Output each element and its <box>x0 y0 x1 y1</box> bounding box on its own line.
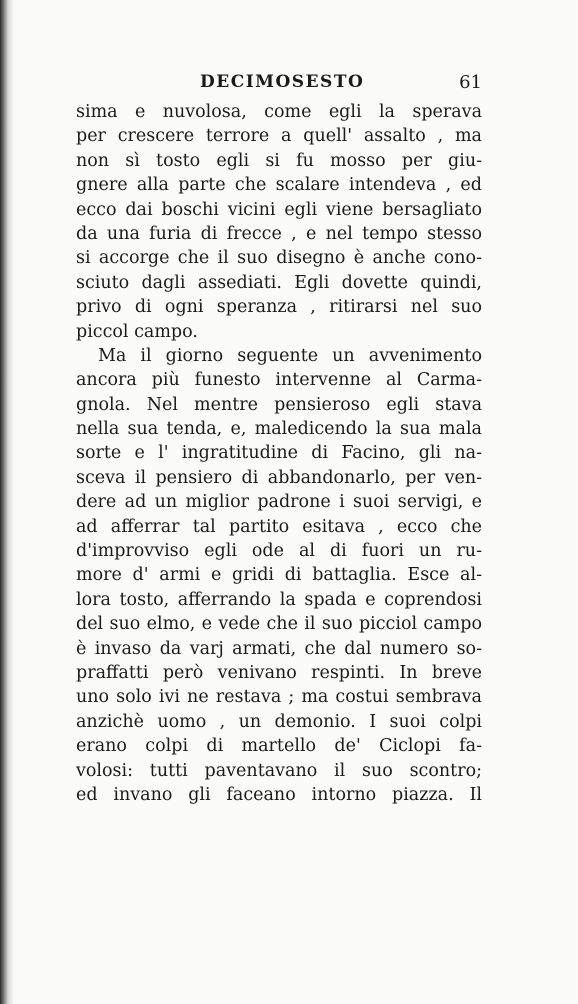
text-line: erano colpi di martello de' Ciclopi fa- <box>76 736 482 757</box>
text-line: gnola. Nel mentre pensieroso egli stava <box>76 394 482 415</box>
text-line: per crescere terrore a quell' assalto , ma <box>76 126 482 147</box>
text-line: lora tosto, afferrando la spada e coprendosi <box>76 589 482 610</box>
text-line: privo di ogni speranza , ritirarsi nel suo <box>76 297 482 318</box>
text-line: ancora più funesto intervenne al Carma- <box>76 370 482 391</box>
text-line: si accorge che il suo disegno è anche cono- <box>76 248 482 269</box>
page-binding-edge <box>0 0 14 1004</box>
text-line: è invaso da varj armati, che dal numero so- <box>76 638 482 659</box>
paragraph-end-line: piccol campo. <box>76 321 198 342</box>
text-line: gnere alla parte che scalare intendeva , ed <box>76 175 482 196</box>
text-line: ed invano gli faceano intorno piazza. Il <box>76 784 482 805</box>
text-line: non sì tosto egli si fu mosso per giu- <box>76 150 482 171</box>
text-line: da una furia di frecce , e nel tempo stesso <box>76 223 482 244</box>
text-line: ecco dai boschi vicini egli viene bersagliato <box>76 199 482 220</box>
text-line: dere ad un miglior padrone i suoi servigi, e <box>76 492 482 513</box>
text-line: nella sua tenda, e, maledicendo la sua mala <box>76 419 482 440</box>
text-line: praffatti però venivano respinti. In breve <box>76 662 482 683</box>
text-line: anzichè uomo , un demonio. I suoi colpi <box>76 711 482 732</box>
text-line: more d' armi e gridi di battaglia. Esce al- <box>76 565 482 586</box>
text-line: d'improvviso egli ode al di fuori un ru- <box>76 541 482 562</box>
text-line: volosi: tutti paventavano il suo scontro; <box>76 760 482 781</box>
body-text <box>76 100 482 807</box>
text-line: sorte e l' ingratitudine di Facino, gli na- <box>76 443 482 464</box>
text-line: del suo elmo, e vede che il suo picciol campo <box>76 614 482 635</box>
paragraph-start-line: Ma il giorno seguente un avvenimento <box>98 345 482 366</box>
text-line: uno solo ivi ne restava ; ma costui sembrava <box>76 687 482 708</box>
text-line: sciuto dagli assediati. Egli dovette quindi, <box>76 272 482 293</box>
text-line: sceva il pensiero di abbandonarlo, per ven- <box>76 467 482 488</box>
running-head: DECIMOSESTO <box>200 72 365 92</box>
text-line: sima e nuvolosa, come egli la sperava <box>76 102 482 122</box>
page-number: 61 <box>459 72 482 93</box>
text-line: ad afferrar tal partito esitava , ecco che <box>76 516 482 537</box>
page-header <box>76 72 482 102</box>
